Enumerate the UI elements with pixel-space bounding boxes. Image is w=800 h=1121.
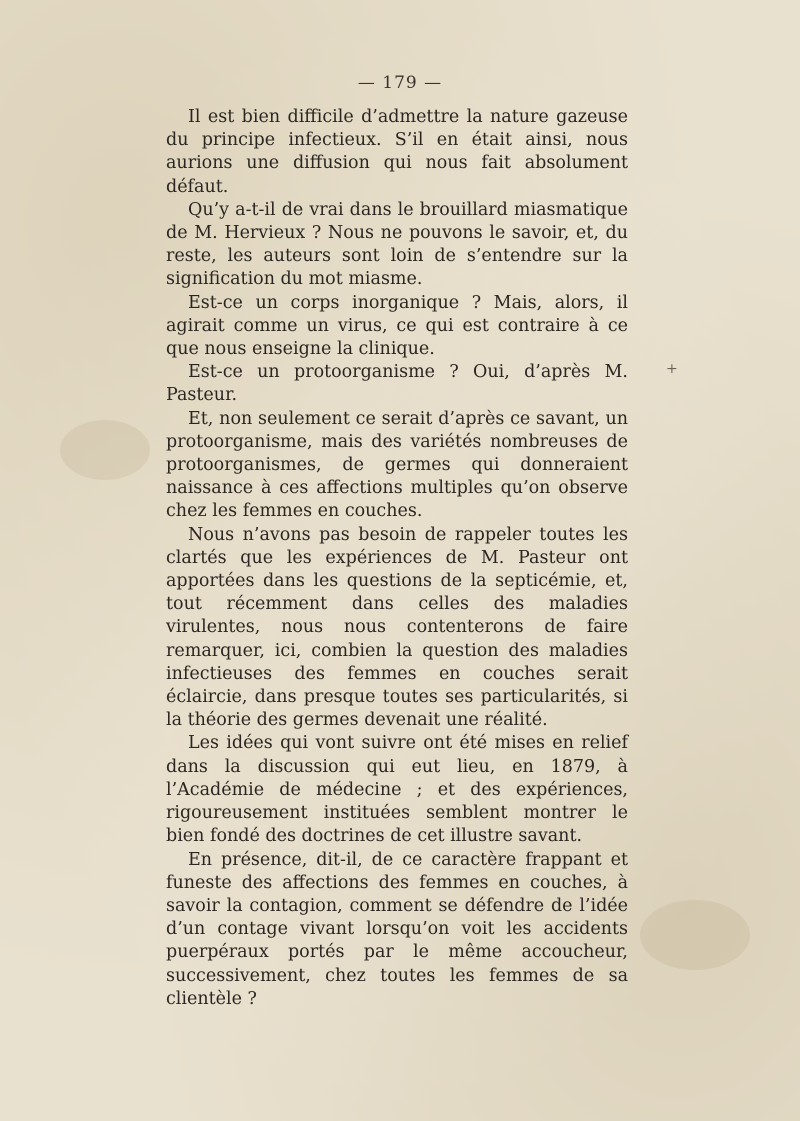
paragraph: Qu’y a-t-il de vrai dans le brouillard miasmatique de M. Hervieux ? Nous ne pouvons le savoir, et, du reste, les auteurs sont loin de s’entendre sur la signification du mot miasme. — [166, 199, 628, 290]
page-number: — 179 — — [357, 73, 443, 93]
paragraph: Est-ce un protoorganisme ? Oui, d’après M. Pasteur. — [166, 362, 628, 406]
paper-stain — [640, 900, 750, 970]
paragraph: Est-ce un corps inorganique ? Mais, alors, il agirait comme un virus, ce qui est contraire à ce que nous enseigne la clinique. — [166, 292, 628, 360]
body-text — [166, 106, 628, 1011]
paragraph: Et, non seulement ce serait d’après ce savant, un protoorganisme, mais des variétés nombreuses de protoorganismes, de germes qui donneraient naissance à ces affections multiples qu’on observe chez les femmes en couches. — [166, 408, 628, 522]
paper-stain — [60, 420, 150, 480]
paragraph: En présence, dit-il, de ce caractère frappant et funeste des affections des femmes en couches, à savoir la contagion, comment se défendre de l’idée d’un contage vivant lorsqu’on voit les accidents puerpéraux portés par le même accoucheur, successivement, chez toutes les femmes de sa clientèle ? — [166, 849, 628, 1009]
margin-mark: + — [666, 361, 678, 377]
paragraph: Nous n’avons pas besoin de rappeler toutes les clartés que les expériences de M. Pasteur ont apportées dans les questions de la septicémie, et, tout récemment dans celles des maladies virulentes, nous nous contenterons de faire remarquer, ici, combien la question des maladies infectieuses des femmes en couches serait éclaircie, dans presque toutes ses particularités, si la théorie des germes devenait une réalité. — [166, 524, 628, 731]
paragraph: Il est bien difficile d’admettre la nature gazeuse du principe infectieux. S’il en était ainsi, nous aurions une diffusion qui nous fait absolument défaut. — [166, 107, 628, 197]
paragraph: Les idées qui vont suivre ont été mises en relief dans la discussion qui eut lieu, en 1879, à l’Académie de médecine ; et des expériences, rigoureusement instituées semblent montrer le bien fondé des doctrines de cet illustre savant. — [166, 733, 628, 847]
